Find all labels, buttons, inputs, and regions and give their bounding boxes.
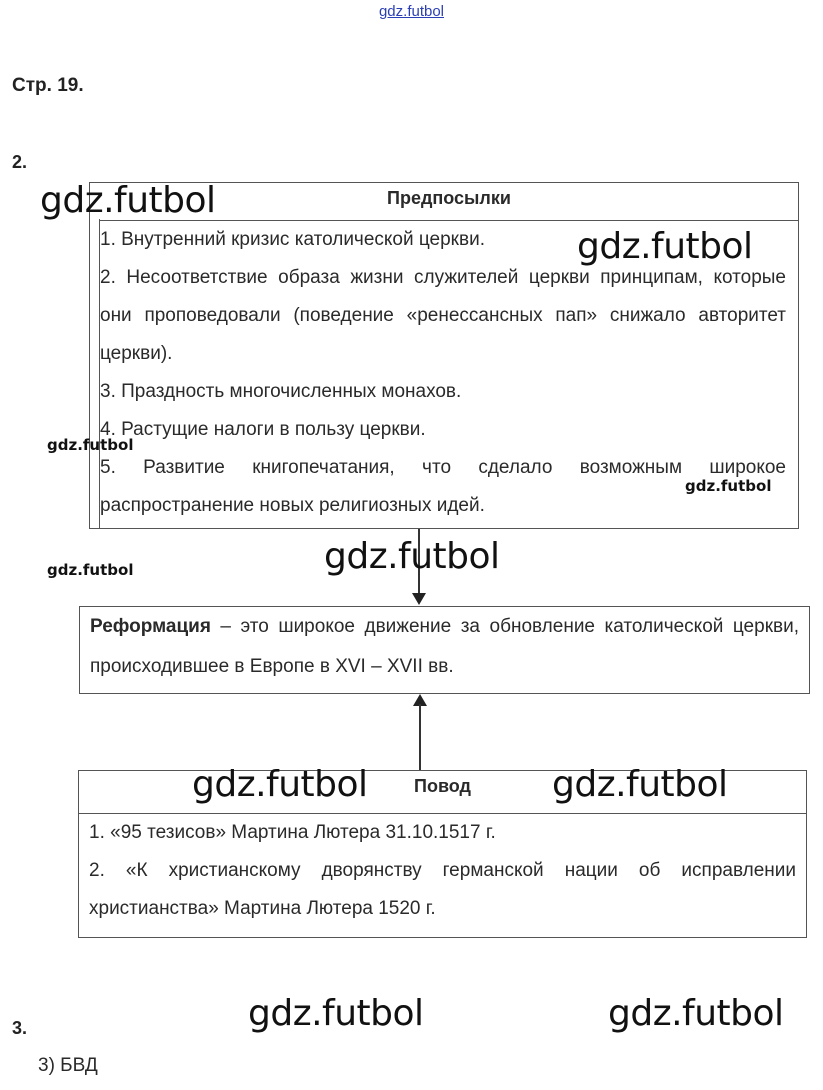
prerequisite-item: 2. Несоответствие образа жизни служителей церкви принципам, которые они проповедовали (поведение «ренессансных пап» снижало авторитет церкви). (100, 267, 786, 364)
watermark: gdz.futbol (324, 536, 500, 577)
task-3-number: 3. (12, 1018, 28, 1038)
prerequisite-item: 4. Растущие налоги в пользу церкви. (100, 419, 426, 440)
arrow-up-connector (419, 704, 421, 770)
reformation-definition (90, 607, 799, 687)
site-link[interactable]: gdz.futbol (378, 3, 445, 20)
occasion-title: Повод (79, 771, 806, 814)
task-3-answer: 3) БВД (38, 1055, 98, 1076)
reformation-term: Реформация (90, 616, 211, 637)
watermark: gdz.futbol (608, 993, 784, 1034)
watermark: gdz.futbol (47, 561, 134, 579)
prerequisite-item: 3. Праздность многочисленных монахов. (100, 381, 462, 402)
reformation-box (79, 606, 810, 694)
page-reference: Стр. 19. (12, 75, 84, 96)
watermark: gdz.futbol (577, 226, 753, 267)
occasion-item: 1. «95 тезисов» Мартина Лютера 31.10.1517 г. (89, 822, 496, 843)
occasion-item: 2. «К христианскому дворянству германской нации об исправлении христианства» Мартина Лютера 1520 г. (89, 860, 796, 919)
arrow-down-icon (412, 593, 426, 605)
prerequisite-item: 5. Развитие книгопечатания, что сделало возможным широкое распространение новых религиозных идей. (100, 457, 786, 516)
task-2-number: 2. (12, 152, 28, 172)
watermark: gdz.futbol (40, 180, 216, 221)
watermark: gdz.futbol (685, 477, 772, 495)
occasion-list (79, 814, 806, 928)
prerequisite-item: 1. Внутренний кризис католической церкви. (100, 229, 485, 250)
watermark: gdz.futbol (552, 764, 728, 805)
watermark: gdz.futbol (192, 764, 368, 805)
watermark: gdz.futbol (248, 993, 424, 1034)
watermark: gdz.futbol (47, 436, 134, 454)
reformation-definition-text: – это широкое движение за обновление католической церкви, происходившее в Европе в XVI – XVII вв. (90, 616, 799, 677)
prerequisites-title: Предпосылки (100, 183, 798, 221)
